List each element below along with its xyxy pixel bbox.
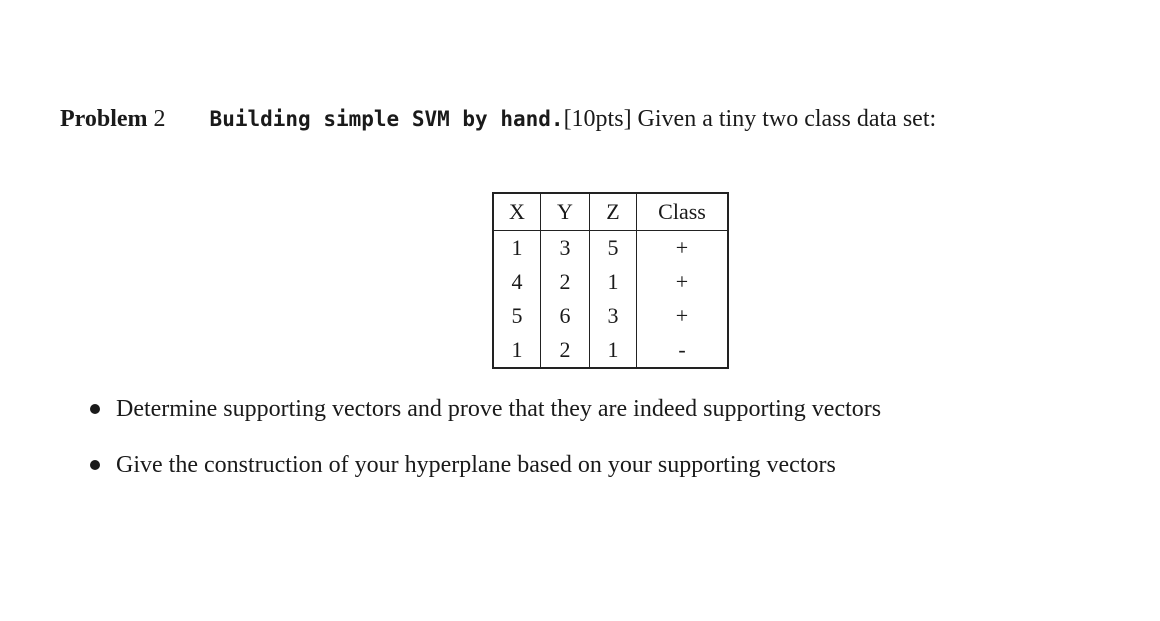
- table-cell: +: [637, 299, 729, 333]
- table-cell: +: [637, 265, 729, 299]
- table-cell: -: [637, 333, 729, 368]
- list-item: [86, 392, 881, 448]
- table-row: [493, 333, 728, 368]
- list-item: [86, 448, 881, 504]
- table-cell: 1: [590, 265, 637, 299]
- table-cell: 4: [493, 265, 541, 299]
- problem-heading: [60, 104, 936, 134]
- table-cell: 1: [493, 231, 541, 266]
- table-cell: 1: [590, 333, 637, 368]
- data-table: [492, 192, 729, 369]
- problem-title-mono: Building simple SVM by hand.: [209, 107, 564, 131]
- table-cell: 5: [493, 299, 541, 333]
- table-cell: 5: [590, 231, 637, 266]
- table-row: [493, 265, 728, 299]
- table-cell: +: [637, 231, 729, 266]
- list-item-text: Determine supporting vectors and prove that they are indeed supporting vectors: [116, 396, 882, 422]
- column-header-z: Z: [590, 193, 637, 231]
- column-header-y: Y: [541, 193, 590, 231]
- table-cell: 3: [541, 231, 590, 266]
- table-row: [493, 299, 728, 333]
- column-header-class: Class: [637, 193, 729, 231]
- table-cell: 2: [541, 333, 590, 368]
- table-cell: 6: [541, 299, 590, 333]
- table-cell: 1: [493, 333, 541, 368]
- table-cell: 2: [541, 265, 590, 299]
- problem-title-rest: [10pts] Given a tiny two class data set:: [563, 106, 937, 132]
- table-row: [493, 231, 728, 266]
- problem-number: 2: [153, 106, 166, 132]
- table-cell: 3: [590, 299, 637, 333]
- bullet-icon: [90, 404, 100, 414]
- table-header-row: [493, 193, 728, 231]
- problem-label: Problem: [60, 106, 148, 132]
- bullet-icon: [90, 460, 100, 470]
- column-header-x: X: [493, 193, 541, 231]
- task-list: [86, 392, 881, 504]
- list-item-text: Give the construction of your hyperplane based on your supporting vectors: [116, 452, 836, 478]
